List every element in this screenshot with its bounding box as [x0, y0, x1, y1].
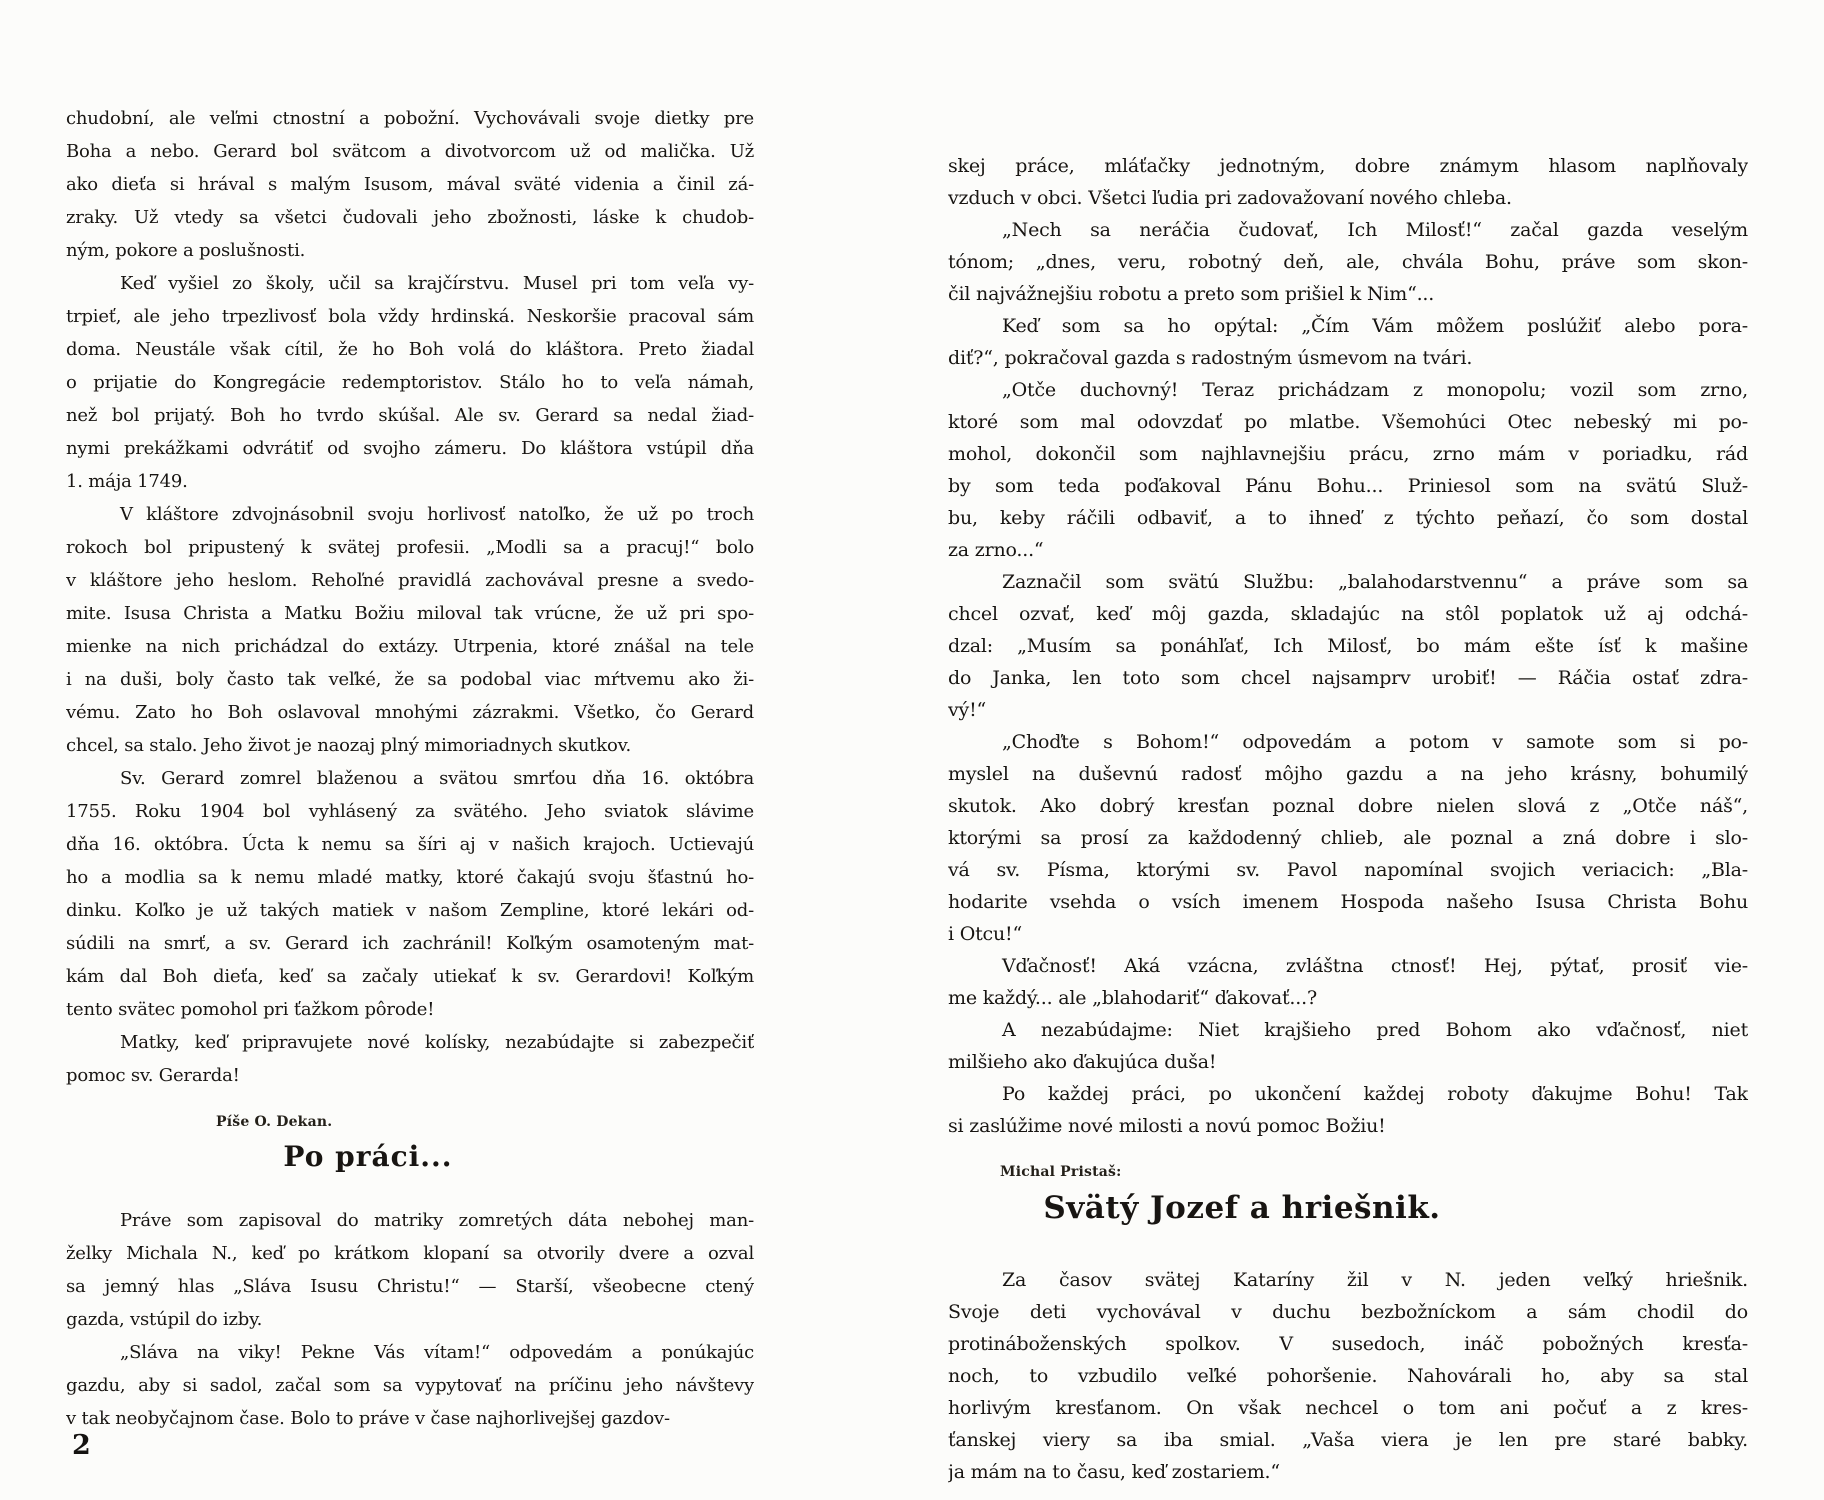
- text-line: dzal: „Musím sa ponáhľať, Ich Milosť, bo mám ešte ísť k mašine: [948, 635, 1748, 657]
- text-line: milšieho ako ďakujúca duša!: [948, 1051, 1217, 1073]
- text-line: v tak neobyčajnom čase. Bolo to práve v čase najhorlivejšej gazdov-: [66, 1408, 670, 1429]
- text-line: ktorými sa prosí za každodenný chlieb, ale poznal a zná dobre i slo-: [948, 827, 1748, 849]
- text-line: skutok. Ako dobrý kresťan poznal dobre nielen slová z „Otče náš“,: [948, 795, 1748, 817]
- text-line: súdili na smrť, a sv. Gerard ich zachránil! Koľkým osamoteným mat-: [66, 933, 754, 954]
- text-line: hodarite vsehda o vsích imenem Hospoda našeho Isusa Christa Bohu: [948, 891, 1748, 913]
- text-line: trpieť, ale jeho trpezlivosť bola vždy hrdinská. Neskoršie pracoval sám: [66, 306, 754, 327]
- text-line: ja mám na to času, keď zostariem.“: [948, 1461, 1280, 1483]
- right-page-column: [948, 150, 1748, 1488]
- text-line: ho a modlia sa k nemu mladé matky, ktoré čakajú svoju šťastnú ho-: [66, 867, 754, 888]
- paragraph: [66, 1336, 754, 1435]
- text-line: za zrno...“: [948, 539, 1044, 561]
- text-line: Zaznačil som svätú Službu: „balahodarstvennu“ a práve som sa: [1002, 571, 1748, 593]
- paragraph: [66, 1204, 754, 1336]
- author-byline: Michal Pristaš:: [1000, 1164, 1122, 1180]
- text-line: ako dieťa si hrával s malým Isusom, mával sväté videnia a činil zá-: [66, 174, 754, 195]
- text-line: vému. Zato ho Boh oslavoval mnohými zázrakmi. Všetko, čo Gerard: [66, 702, 754, 723]
- text-line: zraky. Už vtedy sa všetci čudovali jeho zbožnosti, láske k chudob-: [66, 207, 754, 228]
- section-heading: Po práci...: [283, 1140, 453, 1173]
- text-line: sa jemný hlas „Sláva Isusu Christu!“ — Starší, všeobecne ctený: [66, 1276, 754, 1297]
- text-line: si zaslúžime nové milosti a novú pomoc Božiu!: [948, 1115, 1386, 1137]
- page-number: 2: [72, 1430, 91, 1461]
- paragraph: [66, 762, 754, 1026]
- text-line: želky Michala N., keď po krátkom klopaní sa otvorily dvere a ozval: [66, 1243, 754, 1264]
- text-line: „Otče duchovný! Teraz prichádzam z monopolu; vozil som zrno,: [1002, 379, 1748, 401]
- text-line: horlivým kresťanom. On však nechcel o tom ani počuť a z kres-: [948, 1397, 1748, 1419]
- text-line: Keď vyšiel zo školy, učil sa krajčírstvu. Musel pri tom veľa vy-: [120, 273, 754, 294]
- author-byline: Píše O. Dekan.: [216, 1114, 333, 1130]
- text-line: ným, pokore a poslušnosti.: [66, 240, 306, 261]
- paragraph: [948, 1264, 1748, 1488]
- text-line: protináboženských spolkov. V susedoch, ináč pobožných kresťa-: [948, 1333, 1748, 1355]
- paragraph: [66, 102, 754, 267]
- text-line: vá sv. Písma, ktorými sv. Pavol napomínal svojich veriacich: „Bla-: [948, 859, 1748, 881]
- text-line: pomoc sv. Gerarda!: [66, 1065, 240, 1086]
- text-line: Keď som sa ho opýtal: „Čím Vám môžem poslúžiť alebo pora-: [1002, 315, 1748, 337]
- text-line: „Sláva na viky! Pekne Vás vítam!“ odpovedám a ponúkajúc: [120, 1342, 754, 1363]
- text-line: 1755. Roku 1904 bol vyhlásený za svätého. Jeho sviatok slávime: [66, 801, 754, 822]
- text-line: me každý... ale „blahodariť“ ďakovať...?: [948, 987, 1317, 1009]
- text-line: vzduch v obci. Všetci ľudia pri zadovažovaní nového chleba.: [948, 187, 1512, 209]
- paragraph: [66, 1026, 754, 1092]
- text-line: doma. Neustále však cítil, že ho Boh volá do kláštora. Preto žiadal: [66, 339, 754, 360]
- text-line: i Otcu!“: [948, 923, 1022, 945]
- text-line: Za časov svätej Kataríny žil v N. jeden veľký hriešnik.: [1002, 1269, 1748, 1291]
- paragraph: [948, 150, 1748, 214]
- text-line: rokoch bol pripustený k svätej profesii. „Modli sa a pracuj!“ bolo: [66, 537, 754, 558]
- text-line: kám dal Boh dieťa, keď sa začaly utiekať k sv. Gerardovi! Koľkým: [66, 966, 754, 987]
- text-line: A nezabúdajme: Niet krajšieho pred Bohom ako vďačnosť, niet: [1002, 1019, 1748, 1041]
- text-line: vý!“: [948, 699, 987, 721]
- text-line: čil najvážnejšiu robotu a preto som prišiel k Nim“...: [948, 283, 1435, 305]
- text-line: v kláštore jeho heslom. Rehoľné pravidlá zachovával presne a svedo-: [66, 570, 754, 591]
- text-line: noch, to vzbudilo veľké pohoršenie. Nahovárali ho, aby sa stal: [948, 1365, 1748, 1387]
- text-line: gazda, vstúpil do izby.: [66, 1309, 263, 1330]
- text-line: chcel ozvať, keď môj gazda, skladajúc na stôl poplatok už aj odchá-: [948, 603, 1748, 625]
- text-line: Svoje deti vychovával v duchu bezbožníckom a sám chodil do: [948, 1301, 1748, 1323]
- text-line: Práve som zapisoval do matriky zomretých dáta nebohej man-: [120, 1210, 754, 1231]
- text-line: bu, keby ráčili odbaviť, a to ihneď z týchto peňazí, čo som dostal: [948, 507, 1748, 529]
- text-line: tento svätec pomohol pri ťažkom pôrode!: [66, 999, 435, 1020]
- paragraph: [66, 267, 754, 498]
- paragraph: [948, 566, 1748, 726]
- paragraph: [948, 950, 1748, 1014]
- paragraph: [66, 498, 754, 762]
- text-line: Matky, keď pripravujete nové kolísky, nezabúdajte si zabezpečiť: [120, 1032, 754, 1053]
- text-line: V kláštore zdvojnásobnil svoju horlivosť natoľko, že už po troch: [120, 504, 754, 525]
- text-line: do Janka, len toto som chcel najsamprv urobiť! — Ráčia ostať zdra-: [948, 667, 1748, 689]
- text-line: mite. Isusa Christa a Matku Božiu miloval tak vrúcne, že už pri spo-: [66, 603, 754, 624]
- text-line: chudobní, ale veľmi ctnostní a pobožní. Vychovávali svoje dietky pre: [66, 108, 754, 129]
- text-line: tónom; „dnes, veru, robotný deň, ale, chvála Bohu, práve som skon-: [948, 251, 1748, 273]
- text-line: nymi prekážkami odvrátiť od svojho zámeru. Do kláštora vstúpil dňa: [66, 438, 754, 459]
- text-line: Po každej práci, po ukončení každej roboty ďakujme Bohu! Tak: [1002, 1083, 1748, 1105]
- paragraph: [948, 1014, 1748, 1078]
- text-line: Boha a nebo. Gerard bol svätcom a divotvorcom už od malička. Už: [66, 141, 754, 162]
- paragraph: [948, 726, 1748, 950]
- paragraph: [948, 310, 1748, 374]
- text-line: „Choďte s Bohom!“ odpovedám a potom v samote som si po-: [1002, 731, 1748, 753]
- section-heading: Svätý Jozef a hriešnik.: [1043, 1190, 1441, 1226]
- text-line: ťanskej viery sa iba smial. „Vaša viera je len pre staré babky.: [948, 1429, 1748, 1451]
- text-line: Sv. Gerard zomrel blaženou a svätou smrťou dňa 16. októbra: [120, 768, 754, 789]
- left-page-column: [66, 102, 754, 1435]
- paragraph: [948, 214, 1748, 310]
- text-line: ktoré som mal odovzdať po mlatbe. Všemohúci Otec nebeský mi po-: [948, 411, 1748, 433]
- paragraph: [948, 374, 1748, 566]
- text-line: Vďačnosť! Aká vzácna, zvláštna ctnosť! Hej, pýtať, prosiť vie-: [1002, 955, 1748, 977]
- text-line: mienke na nich prichádzal do extázy. Utrpenia, ktoré znášal na tele: [66, 636, 754, 657]
- text-line: 1. mája 1749.: [66, 471, 188, 492]
- text-line: mohol, dokončil som najhlavnejšiu prácu, zrno mám v poriadku, rád: [948, 443, 1748, 465]
- text-line: gazdu, aby si sadol, začal som sa vypytovať na príčinu jeho návštevy: [66, 1375, 754, 1396]
- paragraph: [948, 1078, 1748, 1142]
- text-line: než bol prijatý. Boh ho tvrdo skúšal. Ale sv. Gerard sa nedal žiad-: [66, 405, 754, 426]
- text-line: dinku. Koľko je už takých matiek v našom Zempline, ktoré lekári od-: [66, 900, 754, 921]
- text-line: i na duši, boly často tak veľké, že sa podobal viac mŕtvemu ako ži-: [66, 669, 754, 690]
- text-line: dňa 16. októbra. Úcta k nemu sa šíri aj v našich krajoch. Uctievajú: [66, 834, 754, 855]
- text-line: myslel na duševnú radosť môjho gazdu a na jeho krásny, bohumilý: [948, 763, 1748, 785]
- text-line: „Nech sa neráčia čudovať, Ich Milosť!“ začal gazda veselým: [1002, 219, 1748, 241]
- text-line: chcel, sa stalo. Jeho život je naozaj plný mimoriadnych skutkov.: [66, 735, 632, 756]
- text-line: by som teda poďakoval Pánu Bohu... Priniesol som na svätú Služ-: [948, 475, 1748, 497]
- text-line: diť?“, pokračoval gazda s radostným úsmevom na tvári.: [948, 347, 1473, 369]
- text-line: skej práce, mláťačky jednotným, dobre známym hlasom naplňovaly: [948, 155, 1748, 177]
- text-line: o prijatie do Kongregácie redemptoristov. Stálo ho to veľa námah,: [66, 372, 754, 393]
